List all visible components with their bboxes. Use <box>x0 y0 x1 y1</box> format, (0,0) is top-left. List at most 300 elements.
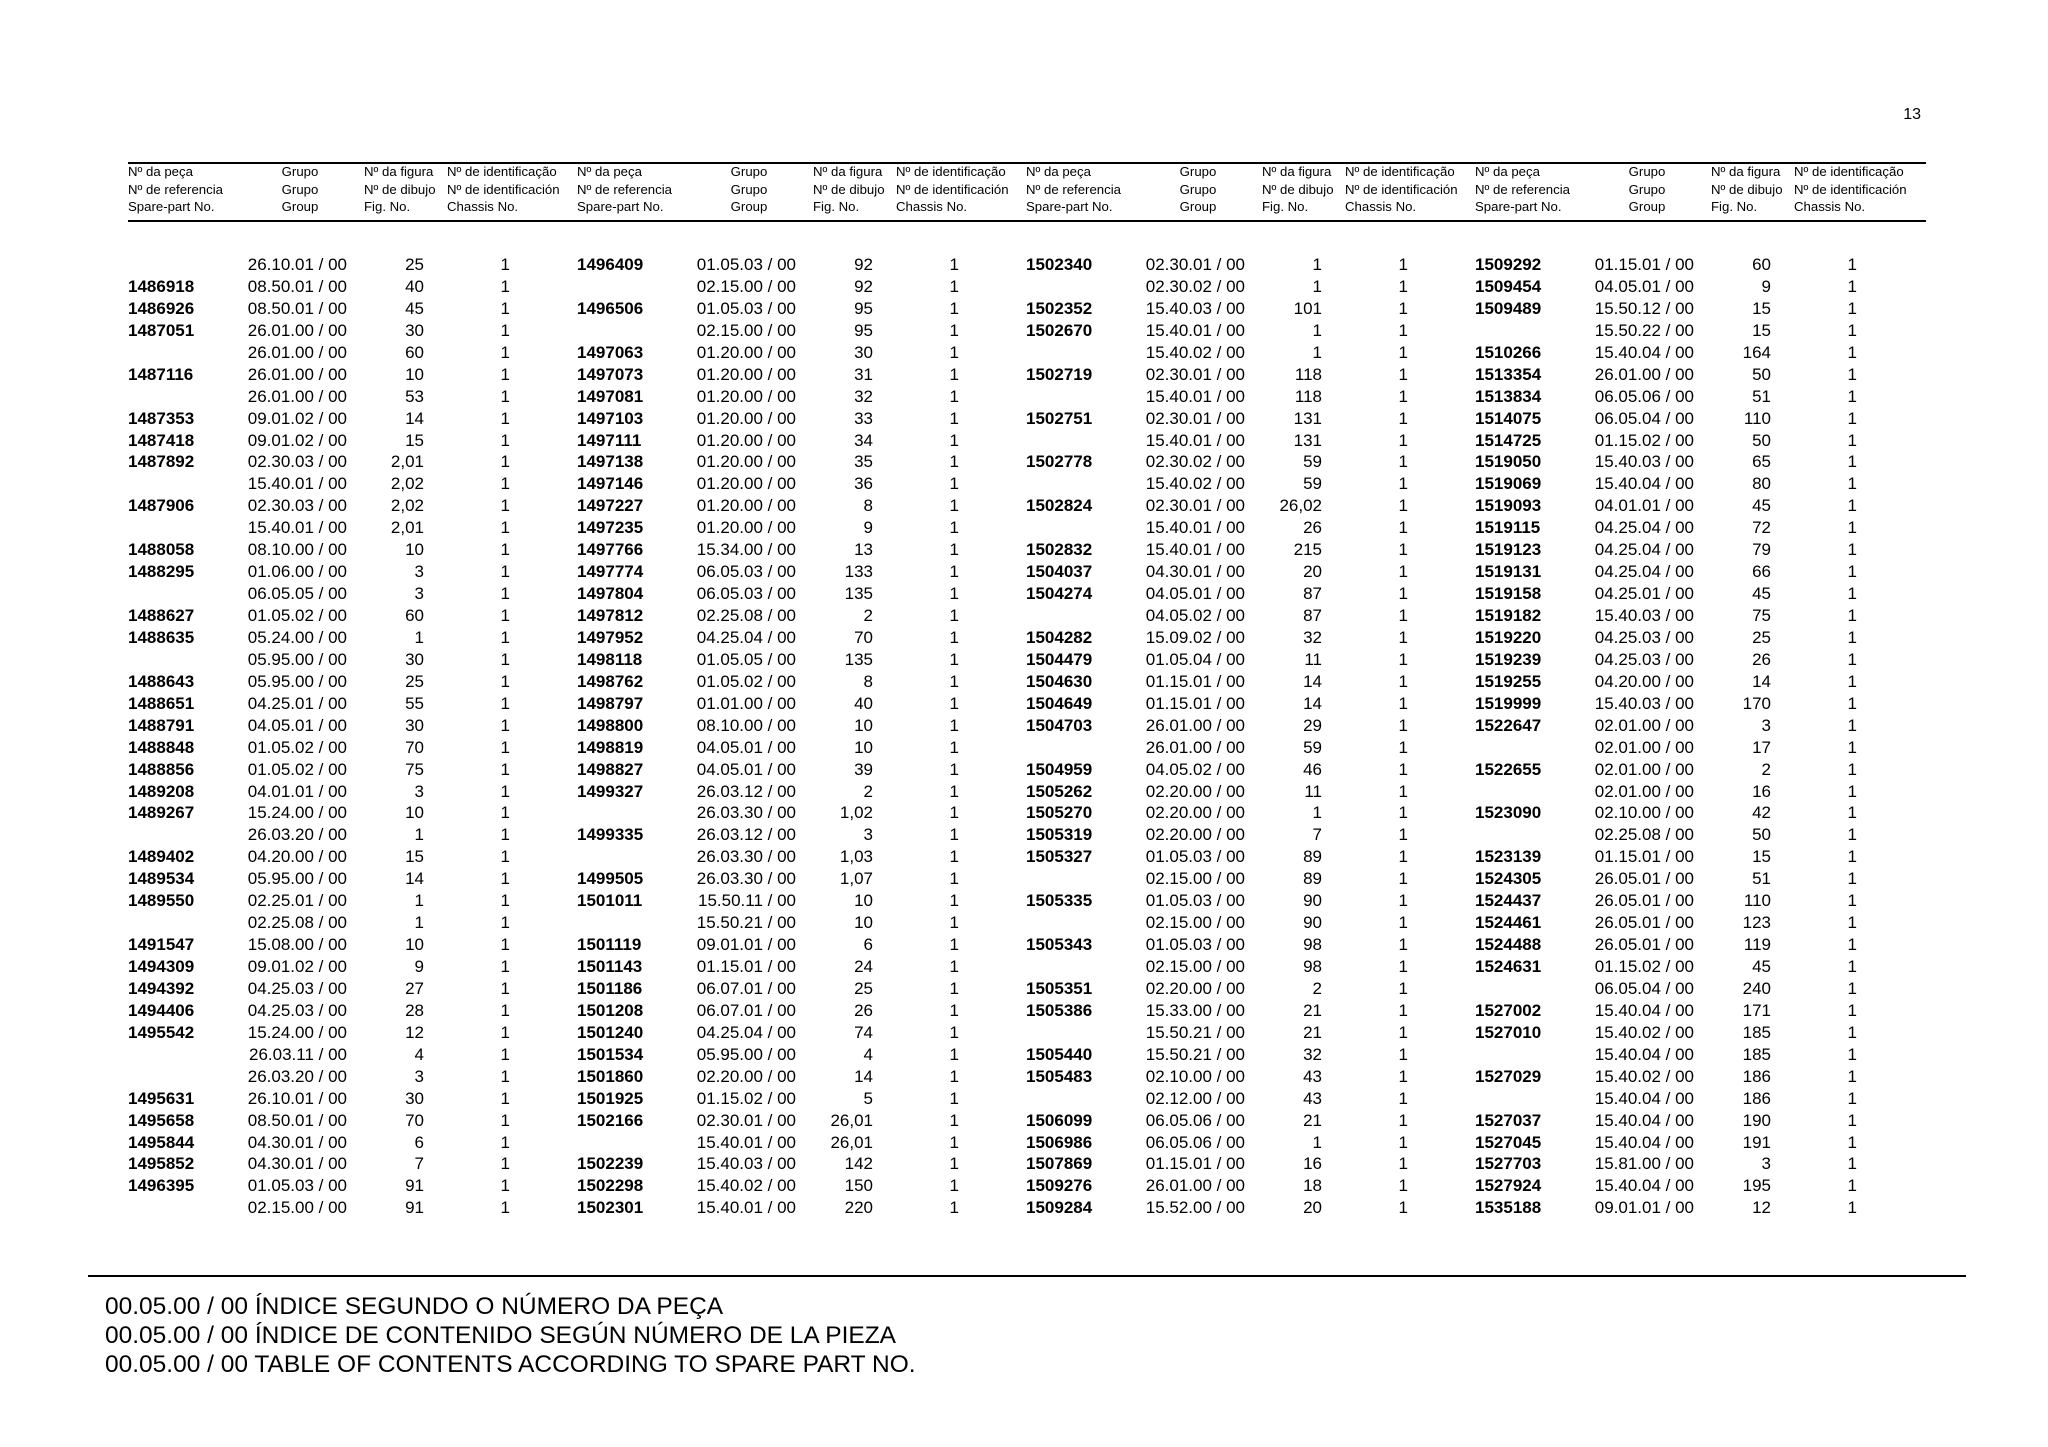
part-no-cell: 1499505 <box>577 869 644 889</box>
group-cell: 09.01.01 / 00 <box>696 935 796 955</box>
group-cell: 04.05.01 / 00 <box>247 715 347 735</box>
table-row <box>1475 627 1925 649</box>
group-cell: 15.50.21 / 00 <box>1145 1044 1245 1064</box>
group-cell: 08.50.01 / 00 <box>247 298 347 318</box>
part-no-cell: 1519239 <box>1475 649 1542 669</box>
table-row <box>1475 298 1925 320</box>
table-row <box>128 539 578 561</box>
chassis-no-cell: 1 <box>1398 518 1408 538</box>
fig-no-cell: 15 <box>1752 847 1771 867</box>
chassis-no-cell: 1 <box>1847 935 1857 955</box>
group-cell: 06.05.06 / 00 <box>1594 386 1694 406</box>
group-cell: 08.50.01 / 00 <box>247 1110 347 1130</box>
table-row <box>1026 693 1476 715</box>
part-no-cell: 1514075 <box>1475 408 1542 428</box>
fig-no-cell: 92 <box>854 276 873 296</box>
group-cell: 01.15.01 / 00 <box>1145 1154 1245 1174</box>
group-cell: 26.03.12 / 00 <box>696 781 796 801</box>
table-row <box>577 1132 1027 1154</box>
table-row <box>1475 912 1925 934</box>
fig-no-cell: 2 <box>863 606 873 625</box>
fig-no-cell: 4 <box>863 1044 873 1064</box>
group-cell: 02.15.00 / 00 <box>1145 913 1245 933</box>
table-row <box>128 605 578 627</box>
group-cell: 02.30.01 / 00 <box>696 1110 796 1130</box>
chassis-no-cell: 1 <box>1398 847 1408 867</box>
chassis-no-cell: 1 <box>1847 496 1857 516</box>
part-no-cell: 1506099 <box>1026 1110 1093 1130</box>
table-row <box>1026 605 1476 627</box>
table-row <box>128 868 578 890</box>
header-fig-no-line: Nº da figura <box>1262 164 1332 179</box>
chassis-no-cell: 1 <box>1847 978 1857 998</box>
fig-no-cell: 10 <box>405 935 424 955</box>
table-row <box>1026 715 1476 737</box>
part-no-cell: 1504037 <box>1026 562 1093 582</box>
chassis-no-cell: 1 <box>1847 781 1857 801</box>
part-no-cell: 1505319 <box>1026 825 1093 845</box>
part-no-cell: 1502832 <box>1026 540 1093 560</box>
table-row <box>577 1153 1027 1175</box>
footer-title-es: 00.05.00 / 00 ÍNDICE DE CONTENIDO SEGÚN NÚMERO DE LA PIEZA <box>105 1322 897 1349</box>
group-cell: 01.15.01 / 00 <box>696 957 796 976</box>
chassis-no-cell: 1 <box>500 562 510 582</box>
part-no-cell: 1505262 <box>1026 781 1093 801</box>
group-cell: 01.05.03 / 00 <box>1145 935 1245 955</box>
group-cell: 02.01.00 / 00 <box>1594 759 1694 779</box>
header-chassis-no-line: Chassis No. <box>447 199 519 214</box>
group-cell: 26.01.00 / 00 <box>247 320 347 340</box>
part-no-cell: 1513354 <box>1475 364 1542 384</box>
header-fig-no <box>813 163 885 216</box>
chassis-no-cell: 1 <box>1398 715 1408 735</box>
chassis-no-cell: 1 <box>949 364 959 384</box>
fig-no-cell: 15 <box>1752 320 1771 340</box>
table-row <box>1026 430 1476 452</box>
chassis-no-cell: 1 <box>1398 320 1408 340</box>
chassis-no-cell: 1 <box>500 1198 510 1218</box>
group-cell: 02.15.00 / 00 <box>1145 957 1245 976</box>
part-no-cell: 1497146 <box>577 474 644 494</box>
chassis-no-cell: 1 <box>500 364 510 384</box>
table-row <box>577 342 1027 364</box>
table-row <box>1026 276 1476 298</box>
chassis-no-cell: 1 <box>500 869 510 889</box>
chassis-no-cell: 1 <box>1847 1154 1857 1174</box>
chassis-no-cell: 1 <box>500 1044 510 1064</box>
table-row <box>128 912 578 934</box>
header-group <box>1597 163 1697 216</box>
part-no-cell: 1501186 <box>577 978 643 998</box>
fig-no-cell: 50 <box>1752 430 1771 450</box>
fig-no-cell: 87 <box>1303 584 1322 604</box>
chassis-no-cell: 1 <box>1398 627 1408 647</box>
group-cell: 02.15.00 / 00 <box>696 320 796 340</box>
fig-no-cell: 21 <box>1303 1022 1322 1042</box>
table-row <box>1475 605 1925 627</box>
part-no-cell: 1497952 <box>577 627 644 647</box>
footer-title-pt: 00.05.00 / 00 ÍNDICE SEGUNDO O NÚMERO DA PEÇA <box>105 1293 724 1320</box>
part-no-cell: 1487353 <box>128 408 195 428</box>
part-no-cell: 1519220 <box>1475 627 1542 647</box>
chassis-no-cell: 1 <box>1847 825 1857 845</box>
table-row <box>577 649 1027 671</box>
chassis-no-cell: 1 <box>500 540 510 560</box>
fig-no-cell: 119 <box>1743 935 1771 955</box>
table-row <box>1475 517 1925 539</box>
group-cell: 15.40.02 / 00 <box>1145 342 1245 362</box>
table-row <box>128 715 578 737</box>
fig-no-cell: 35 <box>854 452 873 472</box>
table-row <box>1475 539 1925 561</box>
chassis-no-cell: 1 <box>949 715 959 735</box>
table-row <box>128 956 578 978</box>
table-row <box>128 473 578 495</box>
part-no-cell: 1524488 <box>1475 935 1542 955</box>
part-no-cell: 1499335 <box>577 825 644 845</box>
chassis-no-cell: 1 <box>500 255 510 274</box>
table-row <box>577 890 1027 912</box>
fig-no-cell: 26 <box>1752 649 1771 669</box>
part-no-cell: 1501143 <box>577 957 643 976</box>
group-cell: 02.15.00 / 00 <box>247 1198 347 1218</box>
chassis-no-cell: 1 <box>1398 606 1408 625</box>
fig-no-cell: 171 <box>1742 1000 1771 1020</box>
header-chassis-no-line: Chassis No. <box>1794 199 1866 214</box>
chassis-no-cell: 1 <box>500 803 510 823</box>
index-rows <box>1026 254 1476 1219</box>
table-row <box>128 693 578 715</box>
table-row <box>577 583 1027 605</box>
chassis-no-cell: 1 <box>1847 803 1857 823</box>
group-cell: 15.40.04 / 00 <box>1594 1176 1694 1196</box>
chassis-no-cell: 1 <box>949 1132 959 1152</box>
fig-no-cell: 1,02 <box>839 803 873 823</box>
fig-no-cell: 9 <box>863 518 873 538</box>
chassis-no-cell: 1 <box>949 759 959 779</box>
index-rows <box>1475 254 1925 1219</box>
fig-no-cell: 1 <box>1312 803 1322 823</box>
group-cell: 01.05.04 / 00 <box>1145 649 1245 669</box>
table-row <box>128 781 578 803</box>
group-cell: 04.30.01 / 00 <box>1145 562 1245 582</box>
group-cell: 08.10.00 / 00 <box>247 540 347 560</box>
header-fig-no <box>1711 163 1783 216</box>
header-part-no-line: Nº da peça <box>577 164 642 179</box>
fig-no-cell: 11 <box>1304 781 1322 801</box>
table-row <box>577 868 1027 890</box>
chassis-no-cell: 1 <box>500 759 510 779</box>
footer-rule <box>88 1275 1966 1277</box>
group-cell: 26.03.11 / 00 <box>249 1044 347 1064</box>
fig-no-cell: 50 <box>1752 364 1771 384</box>
part-no-cell: 1505327 <box>1026 847 1093 867</box>
header-chassis-no <box>1794 163 1907 216</box>
header-part-no-line: Nº de referencia <box>128 181 223 197</box>
group-cell: 15.40.04 / 00 <box>1594 1132 1694 1152</box>
header-group-line: Group <box>730 199 768 214</box>
table-row <box>128 276 578 298</box>
header-group-line: Group <box>281 199 319 214</box>
group-cell: 02.01.00 / 00 <box>1594 715 1694 735</box>
fig-no-cell: 195 <box>1742 1176 1771 1196</box>
fig-no-cell: 8 <box>863 496 873 516</box>
fig-no-cell: 21 <box>1303 1000 1322 1020</box>
chassis-no-cell: 1 <box>949 562 959 582</box>
chassis-no-cell: 1 <box>500 342 510 362</box>
chassis-no-cell: 1 <box>1398 649 1408 669</box>
group-cell: 06.05.05 / 00 <box>247 584 347 604</box>
header-chassis-no-line: Nº de identificação <box>1794 164 1904 179</box>
chassis-no-cell: 1 <box>1847 1132 1857 1152</box>
header-chassis-no-line: Nº de identificação <box>447 164 557 179</box>
fig-no-cell: 89 <box>1303 847 1322 867</box>
chassis-no-cell: 1 <box>949 1176 959 1196</box>
header-part-no-line: Spare-part No. <box>1475 199 1562 214</box>
column-header <box>577 163 1027 219</box>
table-row <box>1475 386 1925 408</box>
group-cell: 02.01.00 / 00 <box>1594 781 1694 801</box>
chassis-no-cell: 1 <box>500 1110 510 1130</box>
chassis-no-cell: 1 <box>949 957 959 976</box>
fig-no-cell: 70 <box>854 627 873 647</box>
table-row <box>1475 1066 1925 1088</box>
table-row <box>1026 408 1476 430</box>
chassis-no-cell: 1 <box>500 715 510 735</box>
table-row <box>577 1110 1027 1132</box>
fig-no-cell: 30 <box>854 342 873 362</box>
group-cell: 02.10.00 / 00 <box>1594 803 1694 823</box>
table-row <box>577 451 1027 473</box>
header-part-no <box>128 163 223 216</box>
header-chassis-no-line: Nº de identificación <box>1345 181 1458 197</box>
part-no-cell: 1527010 <box>1475 1022 1542 1042</box>
group-cell: 04.05.01 / 00 <box>1145 584 1245 604</box>
chassis-no-cell: 1 <box>1847 342 1857 362</box>
fig-no-cell: 2 <box>863 781 873 801</box>
fig-no-cell: 74 <box>854 1022 873 1042</box>
table-row <box>577 276 1027 298</box>
table-row <box>128 671 578 693</box>
group-cell: 15.09.02 / 00 <box>1145 627 1245 647</box>
fig-no-cell: 7 <box>414 1154 424 1174</box>
header-chassis-no-line: Nº de identificação <box>1345 164 1455 179</box>
chassis-no-cell: 1 <box>949 1198 959 1218</box>
table-row <box>128 1132 578 1154</box>
header-part-no-line: Spare-part No. <box>128 199 215 214</box>
fig-no-cell: 59 <box>1303 474 1322 494</box>
group-cell: 26.05.01 / 00 <box>1594 869 1694 889</box>
group-cell: 15.40.01 / 00 <box>247 518 347 538</box>
group-cell: 02.20.00 / 00 <box>1145 803 1245 823</box>
group-cell: 04.05.02 / 00 <box>1145 606 1245 625</box>
fig-no-cell: 170 <box>1742 693 1771 713</box>
part-no-cell: 1502719 <box>1026 364 1093 384</box>
chassis-no-cell: 1 <box>1398 781 1408 801</box>
group-cell: 15.50.11 / 00 <box>698 891 796 911</box>
group-cell: 15.34.00 / 00 <box>696 540 796 560</box>
fig-no-cell: 98 <box>1303 935 1322 955</box>
part-no-cell: 1494406 <box>128 1000 195 1020</box>
header-fig-no-line: Fig. No. <box>813 199 860 214</box>
part-no-cell: 1489208 <box>128 781 195 801</box>
fig-no-cell: 101 <box>1293 298 1322 318</box>
table-row <box>577 539 1027 561</box>
header-part-no-line: Nº de referencia <box>1026 181 1121 197</box>
fig-no-cell: 1,03 <box>839 847 873 867</box>
header-group <box>699 163 799 216</box>
table-row <box>1475 956 1925 978</box>
fig-no-cell: 75 <box>1752 606 1771 625</box>
chassis-no-cell: 1 <box>949 474 959 494</box>
part-no-cell: 1488295 <box>128 562 195 582</box>
table-row <box>1475 715 1925 737</box>
table-row <box>1475 781 1925 803</box>
chassis-no-cell: 1 <box>1398 803 1408 823</box>
index-rows <box>128 254 578 1219</box>
part-no-cell: 1497081 <box>577 386 644 406</box>
group-cell: 04.20.00 / 00 <box>1594 671 1694 691</box>
table-row <box>1026 473 1476 495</box>
chassis-no-cell: 1 <box>1847 913 1857 933</box>
fig-no-cell: 3 <box>414 1066 424 1086</box>
chassis-no-cell: 1 <box>949 496 959 516</box>
header-chassis-no-line: Nº de identificación <box>1794 181 1907 197</box>
header-part-no <box>1475 163 1570 216</box>
group-cell: 04.30.01 / 00 <box>247 1132 347 1152</box>
table-row <box>128 583 578 605</box>
chassis-no-cell: 1 <box>949 627 959 647</box>
part-no-cell: 1523090 <box>1475 803 1542 823</box>
part-no-cell: 1523139 <box>1475 847 1542 867</box>
fig-no-cell: 185 <box>1742 1022 1771 1042</box>
fig-no-cell: 1 <box>1312 342 1322 362</box>
part-no-cell: 1502166 <box>577 1110 644 1130</box>
group-cell: 26.01.00 / 00 <box>1594 364 1694 384</box>
chassis-no-cell: 1 <box>1847 759 1857 779</box>
table-row <box>1475 1088 1925 1110</box>
part-no-cell: 1488643 <box>128 671 195 691</box>
chassis-no-cell: 1 <box>1847 1110 1857 1130</box>
chassis-no-cell: 1 <box>1847 276 1857 296</box>
part-no-cell: 1509292 <box>1475 255 1542 274</box>
table-row <box>577 605 1027 627</box>
header-group-line: Grupo <box>1179 181 1217 197</box>
group-cell: 01.06.00 / 00 <box>247 562 347 582</box>
index-column-3 <box>1026 163 1476 1233</box>
group-cell: 02.12.00 / 00 <box>1145 1088 1245 1108</box>
fig-no-cell: 27 <box>405 978 424 998</box>
group-cell: 26.01.00 / 00 <box>1145 1176 1245 1196</box>
fig-no-cell: 31 <box>854 364 873 384</box>
fig-no-cell: 1 <box>414 627 424 647</box>
table-row <box>1026 737 1476 759</box>
part-no-cell: 1487418 <box>128 430 195 450</box>
table-row <box>1475 824 1925 846</box>
part-no-cell: 1488627 <box>128 606 195 625</box>
table-row <box>1026 1022 1476 1044</box>
header-group-line: Grupo <box>730 164 768 179</box>
header-fig-no <box>364 163 436 216</box>
table-row <box>128 320 578 342</box>
group-cell: 15.24.00 / 00 <box>247 803 347 823</box>
table-row <box>1475 737 1925 759</box>
group-cell: 01.20.00 / 00 <box>696 364 796 384</box>
group-cell: 02.30.01 / 00 <box>1145 364 1245 384</box>
part-no-cell: 1501240 <box>577 1022 644 1042</box>
table-row <box>1026 364 1476 386</box>
fig-no-cell: 131 <box>1293 408 1322 428</box>
group-cell: 04.25.04 / 00 <box>696 1022 796 1042</box>
fig-no-cell: 2,02 <box>390 496 424 516</box>
fig-no-cell: 7 <box>1312 825 1322 845</box>
fig-no-cell: 36 <box>854 474 873 494</box>
group-cell: 01.05.03 / 00 <box>1145 891 1245 911</box>
chassis-no-cell: 1 <box>949 298 959 318</box>
group-cell: 04.25.01 / 00 <box>1594 584 1694 604</box>
table-row <box>1026 956 1476 978</box>
group-cell: 06.05.06 / 00 <box>1145 1110 1245 1130</box>
part-no-cell: 1502301 <box>577 1198 644 1218</box>
group-cell: 15.40.03 / 00 <box>696 1154 796 1174</box>
table-row <box>577 671 1027 693</box>
fig-no-cell: 14 <box>1303 671 1322 691</box>
chassis-no-cell: 1 <box>500 452 510 472</box>
chassis-no-cell: 1 <box>1398 584 1408 604</box>
fig-no-cell: 80 <box>1752 474 1771 494</box>
header-part-no-line: Nº da peça <box>128 164 193 179</box>
table-row <box>1026 495 1476 517</box>
chassis-no-cell: 1 <box>500 1132 510 1152</box>
chassis-no-cell: 1 <box>1847 540 1857 560</box>
header-fig-no-line: Nº da figura <box>364 164 434 179</box>
header-chassis-no-line: Chassis No. <box>1345 199 1417 214</box>
fig-no-cell: 26 <box>1303 518 1322 538</box>
part-no-cell: 1527002 <box>1475 1000 1542 1020</box>
chassis-no-cell: 1 <box>1847 584 1857 604</box>
group-cell: 15.81.00 / 00 <box>1594 1154 1694 1174</box>
table-row <box>577 430 1027 452</box>
group-cell: 09.01.02 / 00 <box>247 957 347 976</box>
group-cell: 01.20.00 / 00 <box>696 342 796 362</box>
part-no-cell: 1498819 <box>577 737 644 757</box>
group-cell: 26.01.00 / 00 <box>247 342 347 362</box>
table-row <box>128 1153 578 1175</box>
table-row <box>577 846 1027 868</box>
group-cell: 15.40.01 / 00 <box>696 1132 796 1152</box>
fig-no-cell: 20 <box>1303 1198 1322 1218</box>
chassis-no-cell: 1 <box>1398 693 1408 713</box>
part-no-cell: 1487116 <box>128 364 194 384</box>
fig-no-cell: 15 <box>405 430 424 450</box>
table-row <box>1026 298 1476 320</box>
chassis-no-cell: 1 <box>1398 1066 1408 1086</box>
fig-no-cell: 60 <box>405 342 424 362</box>
part-no-cell: 1519131 <box>1475 562 1542 582</box>
fig-no-cell: 1 <box>1312 1132 1322 1152</box>
fig-no-cell: 2,01 <box>390 452 424 472</box>
group-cell: 01.05.03 / 00 <box>247 1176 347 1196</box>
fig-no-cell: 110 <box>1743 408 1771 428</box>
chassis-no-cell: 1 <box>1398 540 1408 560</box>
part-no-cell: 1489402 <box>128 847 195 867</box>
fig-no-cell: 98 <box>1303 957 1322 976</box>
group-cell: 01.05.02 / 00 <box>247 606 347 625</box>
chassis-no-cell: 1 <box>500 496 510 516</box>
fig-no-cell: 60 <box>405 606 424 625</box>
fig-no-cell: 186 <box>1742 1066 1771 1086</box>
fig-no-cell: 13 <box>854 540 873 560</box>
